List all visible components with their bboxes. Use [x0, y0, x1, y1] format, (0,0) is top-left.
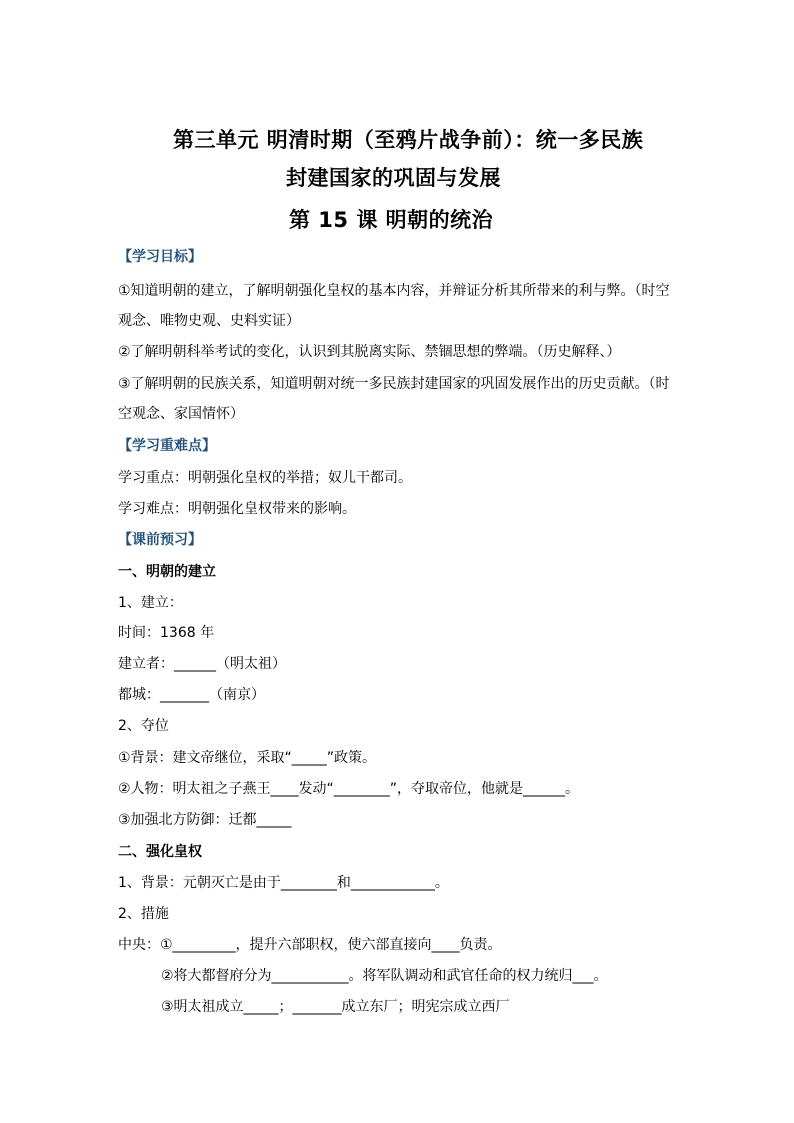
- goal-3-line-2: 空观念、家国情怀）: [118, 406, 244, 422]
- unit-subtitle: 封建国家的巩固与发展: [286, 166, 501, 190]
- section-2-title: 二、强化皇权: [118, 844, 202, 860]
- defense-blank: ③加强北方防御：迁都_____: [118, 812, 292, 828]
- goal-1-line-1: ①知道明朝的建立，了解明朝强化皇权的基本内容，并辩证分析其所带来的利与弊。（时空: [118, 283, 670, 299]
- difficulty-text: 学习难点：明朝强化皇权带来的影响。: [118, 501, 356, 517]
- founding-time: 时间：1368 年: [118, 625, 215, 641]
- person-blank: ②人物：明太祖之子燕王____发动“________”，夺取帝位，他就是______。: [118, 781, 580, 797]
- goals-heading: 【学习目标】: [118, 249, 202, 265]
- focus-text: 学习重点：明朝强化皇权的举措；奴儿干都司。: [118, 470, 412, 486]
- lesson-title: 第 15 课 明朝的统治: [289, 208, 494, 232]
- subsection-measures: 2、措施: [118, 906, 169, 922]
- unit-title: 第三单元 明清时期（至鸦片战争前）：统一多民族: [173, 128, 644, 152]
- subsection-usurpation: 2、夺位: [118, 718, 169, 734]
- founder-blank: 建立者：______（明太祖）: [118, 656, 286, 672]
- subsection-founding: 1、建立：: [118, 595, 183, 611]
- capital-blank: 都城：_______（南京）: [118, 687, 265, 703]
- power-background-blank: 1、背景：元朝灭亡是由于________和____________。: [118, 875, 449, 891]
- section-1-title: 一、明朝的建立: [118, 564, 216, 580]
- background-blank: ①背景：建文帝继位，采取“_____”政策。: [118, 750, 377, 766]
- preview-heading: 【课前预习】: [118, 532, 202, 548]
- central-measure-3: ③明太祖成立_____；_______成立东厂；明宪宗成立西厂: [161, 999, 510, 1015]
- keypoints-heading: 【学习重难点】: [118, 438, 216, 454]
- central-measure-2: ②将大都督府分为___________。将军队调动和武官任命的权力统归___。: [161, 968, 608, 984]
- goal-3-line-1: ③了解明朝的民族关系，知道明朝对统一多民族封建国家的巩固发展作出的历史贡献。（时: [118, 376, 670, 392]
- goal-2: ②了解明朝科举考试的变化，认识到其脱离实际、禁锢思想的弊端。（历史解释、）: [118, 344, 621, 360]
- central-measure-1: 中央：①_________，提升六部职权，使六部直接向____负责。: [118, 937, 502, 953]
- goal-1-line-2: 观念、唯物史观、史料实证）: [118, 313, 300, 329]
